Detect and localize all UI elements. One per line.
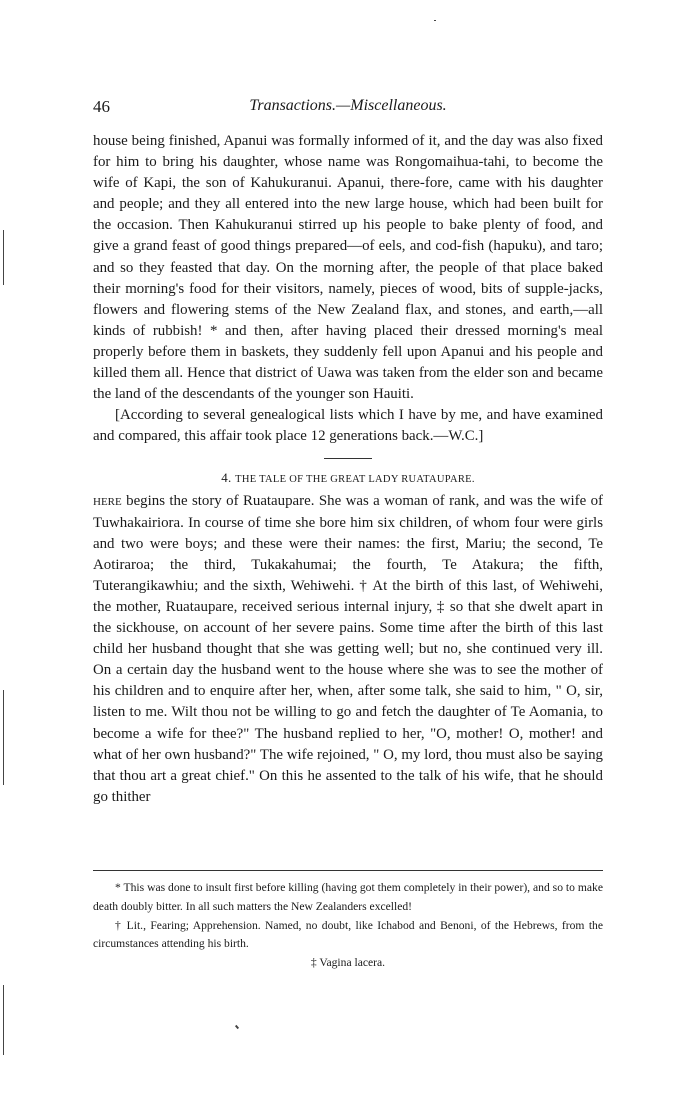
- section-title: THE TALE OF THE GREAT LADY RUATAUPARE.: [235, 474, 475, 486]
- scan-edge-mark: [3, 230, 4, 285]
- editorial-note: [According to several genealogical lists which I have by me, and have examined and compared, this affair took place 12 generations back.—W.C.]: [93, 407, 603, 445]
- story-paragraph: [93, 491, 603, 808]
- scan-edge-mark: [3, 690, 4, 785]
- footnotes: [93, 879, 603, 973]
- scan-edge-mark: [3, 985, 4, 1055]
- story-text: begins the story of Ruataupare. She was a woman of rank, and was the wife of Tuwhakairiora. In course of time she bore him six children, of whom four were girls and two were boys; and these were their names: the first, Mariu; the second, Te Aotiraroa; the third, Tukakahumai; the fourth, Te Atakura; the fifth, Tuterangikawhiu; and the sixth, Wehiwehi. † At the birth of this last, of Wehiwehi, the mother, Ruataupare, received serious internal injury, ‡ so that she dwelt apart in the sickhouse, on account of her severe pains. Some time after the birth of this last child her husband thought that she was getting well; but no, she continued very ill. On a certain day the husband went to the house where she was to see the mother of his children and to enquire after her, when, after some talk, she said to him, " O, sir, listen to me. Wilt thou not be willing to go and fetch the daughter of Te Aomania, to become a wife for thee?" The husband replied to her, "O, mother! O, mother! and what of her own husband?" The wife rejoined, " O, my lord, thou must also be saying that thou art a great chief." On this he assented to the talk of his wife, that he should go thither: [93, 492, 603, 805]
- section-heading: [93, 467, 603, 490]
- body-text: [93, 131, 603, 808]
- footnote-2: † Lit., Fearing; Apprehension. Named, no doubt, like Ichabod and Benoni, of the Hebrews, from the circumstances attending his birth.: [93, 918, 603, 951]
- section-divider: [324, 458, 372, 459]
- footnote-3: ‡ Vagina lacera.: [310, 956, 386, 970]
- footnote-1: * This was done to insult first before killing (having got them completely in their power), and so to make death doubly bitter. In all such matters the New Zealanders excelled!: [93, 881, 603, 913]
- page-number: 46: [93, 97, 110, 116]
- running-head: Transactions.—Miscellaneous.: [249, 97, 447, 114]
- scan-dot: [434, 20, 436, 21]
- page-header: [93, 97, 603, 119]
- paragraph-continuation: house being finished, Apanui was formally informed of it, and the day was also fixed for him to bring his daughter, whose name was Rongomaihua-tahi, to become the wife of Kapi, the son of Kahukuranui. Apanui, there-fore, came with his daughter and people; and they all entered into the new large house, which had been built for the occasion. Then Kahukuranui stirred up his people to bake plenty of food, and give a grand feast of good things prepared—of eels, and cod-fish (hapuku), and taro; and so they feasted that day. On the morning after, the people of that place baked their morning's food for their visitors, namely, pieces of wood, bits of supple-jacks, flowers and flowering stems of the New Zealand flax, and stones, and earth,—all kinds of rubbish! * and then, after having placed their dressed morning's meal properly before them in baskets, they suddenly fell upon Apanui and his people and killed them all. Hence that district of Uawa was taken from the elder son and became the land of the descendants of the younger son Hauiti.: [93, 133, 603, 403]
- scan-dot: [235, 1025, 239, 1029]
- section-number: 4.: [221, 470, 232, 486]
- run-in-word: HERE: [93, 495, 122, 508]
- footnote-rule: [93, 870, 603, 871]
